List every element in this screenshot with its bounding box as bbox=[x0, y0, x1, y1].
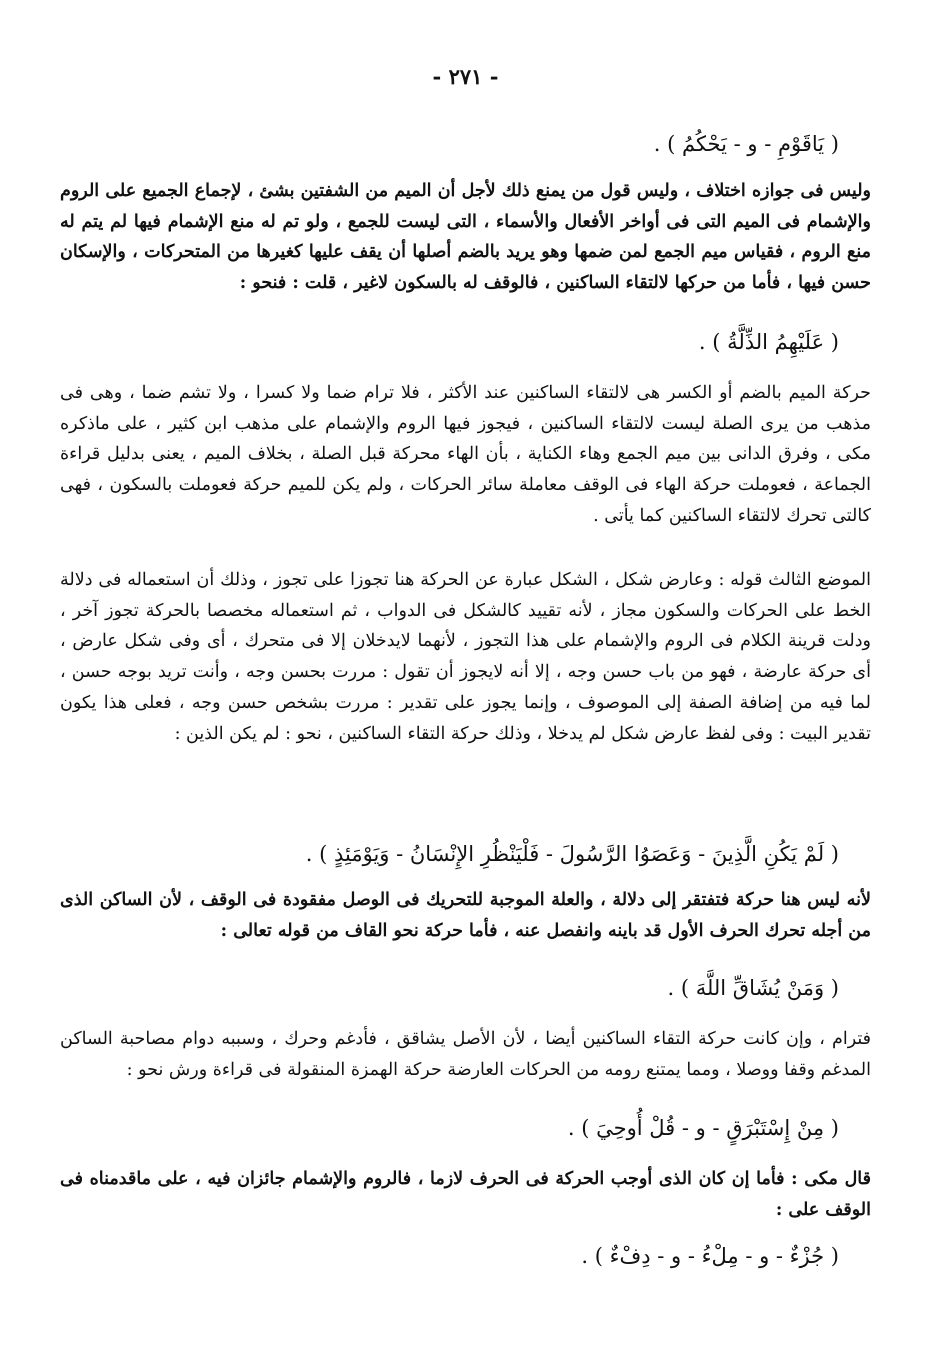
verse-line: ( مِنْ إِسْتَبْرَقٍ - و - قُلْ أُوحِيَ ) . bbox=[567, 1116, 839, 1140]
verse-line: ( جُزْءٌ - و - مِلْءُ - و - دِفْءٌ ) . bbox=[581, 1244, 839, 1268]
paragraph: حركة الميم بالضم أو الكسر هى لالتقاء الساكنين عند الأكثر ، فلا ترام ضما ولا كسرا ، ولا تشم ضما ، وهى فى مذهب من يرى الصلة ليست لالتقاء الساكنين ، فيجوز فيها الروم والإشمام على مذهب ابن كثير ، على ماذكره مكى ، وفرق الدانى بين ميم الجمع وهاء الكناية ، بأن الهاء محركة قبل الصلة ، بخلاف الميم ، يعنى بدليل قراءة الجماعة ، فعوملت حركة الهاء فى الوقف معاملة سائر الحركات ، ولم يكن للميم حركة فعوملت بالسكون ، فهى كالتى تحرك لالتقاء الساكنين كما يأتى . bbox=[60, 383, 871, 526]
paragraph: لأنه ليس هنا حركة فتفتقر إلى دلالة ، والعلة الموجبة للتحريك فى الوصل مفقودة فى الوقف ، لأن الساكن الذى من أجله تحرك الحرف الأول قد باينه وانفصل عنه ، فأما حركة نحو القاف من قوله تعالى : bbox=[60, 890, 871, 941]
verse-line: ( وَمَنْ يُشَاقِّ اللَّهَ ) . bbox=[667, 976, 839, 1000]
paragraph: فترام ، وإن كانت حركة التقاء الساكنين أيضا ، لأن الأصل يشاقق ، فأدغم وحرك ، وسببه دوام مصاحبة الساكن المدغم وقفا ووصلا ، ومما يمتنع رومه من الحركات العارضة حركة الهمزة المنقولة فى قراءة ورش نحو : bbox=[60, 1029, 871, 1080]
verse-line: ( لَمْ يَكُنِ الَّذِينَ - وَعَصَوُا الرَّسُولَ - فَلْيَنْظُرِ الإِنْسَانُ - وَيَوْمَئِذٍ ) . bbox=[305, 842, 839, 866]
page-number: - ٢٧١ - bbox=[432, 64, 499, 89]
paragraph: قال مكى : فأما إن كان الذى أوجب الحركة فى الحرف لازما ، فالروم والإشمام جائزان فيه ، على ماقدمناه فى الوقف على : bbox=[60, 1169, 871, 1220]
verse-line: ( عَلَيْهِمُ الذِّلَّةُ ) . bbox=[698, 330, 839, 354]
paragraph: الموضع الثالث قوله : وعارض شكل ، الشكل عبارة عن الحركة هنا تجوزا على تجوز ، وذلك أن استعماله فى دلالة الخط على الحركات والسكون مجاز ، لأنه تقييد كالشكل فى الدواب ، ثم استعماله مخصصا بالحركة تجوز آخر ، ودلت قرينة الكلام فى الروم والإشمام على هذا التجوز ، لأنهما لايدخلان إلا فى متحرك ، أى وفى شكل عارض ، أى حركة عارضة ، فهو من باب حسن وجه ، إلا أنه لايجوز أن تقول : مررت بحسن وجه ، وأنت تريد بوجه حسن ، لما فيه من إضافة الصفة إلى الموصوف ، وإنما يجوز على تقدير : مررت بشخص حسن وجه ، فعلى هذا يكون تقدير البيت : وفى لفظ عارض شكل لم يدخلا ، وذلك حركة التقاء الساكنين ، نحو : لم يكن الذين : bbox=[60, 570, 871, 744]
paragraph: وليس فى جوازه اختلاف ، وليس قول من يمنع ذلك لأجل أن الميم من الشفتين بشئ ، لإجماع الجميع على الروم والإشمام فى الميم التى فى أواخر الأفعال والأسماء ، التى ليست للجمع ، ولو تم له منع الإشمام فيها لم يتم له منع الروم ، فقياس ميم الجمع لمن ضمها وهو يريد بالضم أصلها أن يقف عليها كغيرها من المتحركات ، والإسكان حسن فيها ، فأما من حركها لالتقاء الساكنين ، فالوقف له بالسكون لاغير ، قلت : فنحو : bbox=[60, 181, 871, 294]
verse-line: ( يَاقَوْمِ - و - يَحْكُمُ ) . bbox=[653, 132, 839, 156]
